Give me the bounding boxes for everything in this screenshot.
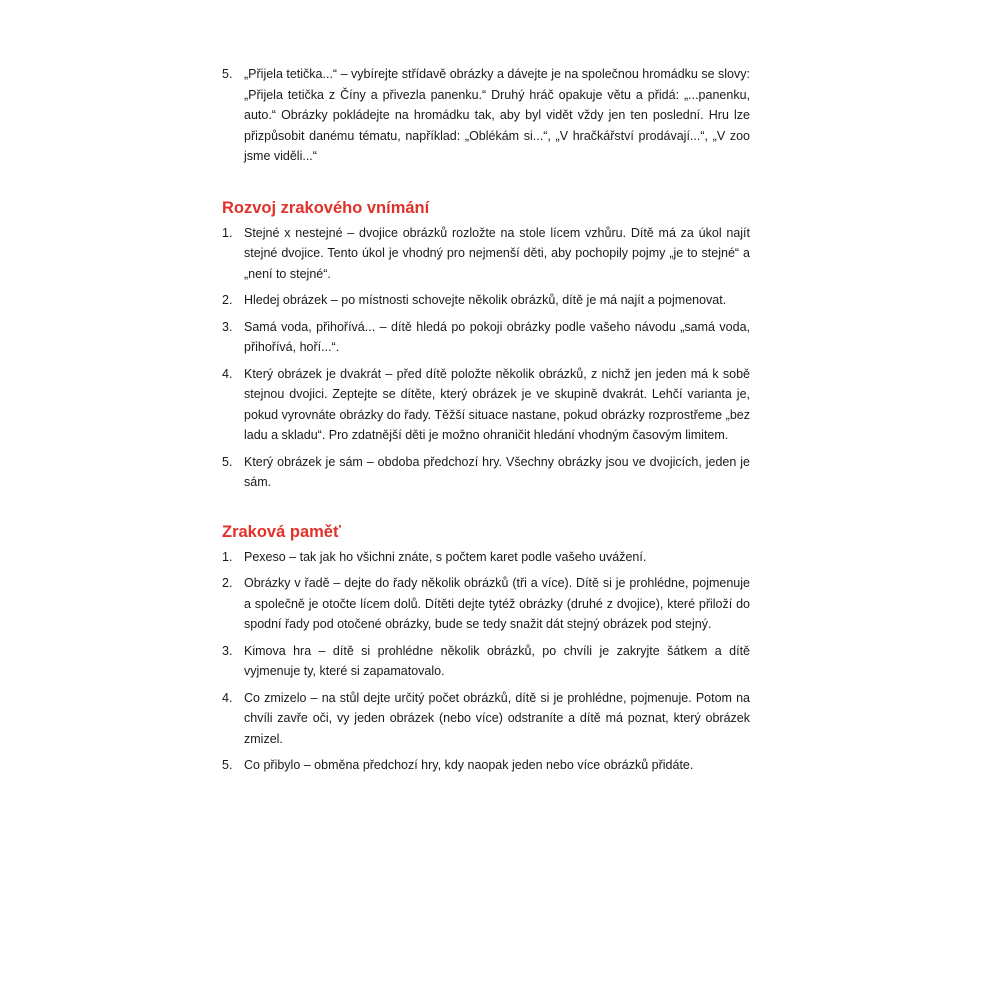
list-item [222, 364, 750, 446]
item-text: Obrázky v řadě – dejte do řady několik obrázků (tři a více). Dítě si je prohlédne, pojmenuje a společně je otočte lícem dolů. Dítěti dejte tytéž obrázky (druhé z dvojice), které přiloží do spodní řady pod otočené obrázky, bude se tedy snažit dát stejný obrázek pod stejný. [244, 576, 750, 631]
item-text: Co přibylo – obměna předchozí hry, kdy naopak jeden nebo více obrázků přidáte. [244, 758, 694, 772]
item-number: 3. [222, 319, 233, 334]
intro-list [222, 64, 750, 167]
item-number: 1. [222, 225, 233, 240]
item-number: 5. [222, 454, 233, 469]
section-heading: Zraková paměť [222, 522, 341, 541]
item-number: 5. [222, 758, 233, 772]
item-text: Kimova hra – dítě si prohlédne několik obrázků, po chvíli je zakryjte šátkem a dítě vyjmenuje ty, které si zapamatovalo. [244, 643, 750, 678]
item-text: Který obrázek je dvakrát – před dítě položte několik obrázků, z nichž jen jeden má k sobě stejnou dvojici. Zeptejte se dítěte, který obrázek je ve skupině dvakrát. Lehčí varianta je, pokud vyrovnáte obrázky do řady. Těžší situace nastane, pokud obrázky rozprostřeme „bez ladu a skladu“. Pro zdatnější děti je možno ohraničit hledání vhodným časovým limitem. [244, 366, 750, 442]
section-heading: Rozvoj zrakového vnímání [222, 198, 430, 217]
visual-perception-list [222, 223, 750, 493]
item-number: 4. [222, 366, 233, 381]
item-number: 4. [222, 690, 233, 705]
list-item [222, 290, 750, 311]
visual-memory-section [222, 521, 750, 776]
item-number: 3. [222, 643, 233, 658]
visual-perception-section [222, 197, 750, 493]
list-item [222, 573, 750, 635]
list-item [222, 641, 750, 682]
list-item [222, 64, 750, 167]
item-number: 1. [222, 549, 233, 564]
document-page [222, 64, 750, 782]
item-text: Hledej obrázek – po místnosti schovejte několik obrázků, dítě je má najít a pojmenovat. [244, 293, 727, 307]
item-text: Pexeso – tak jak ho všichni znáte, s počtem karet podle vašeho uvážení. [244, 549, 647, 564]
item-number: 5. [222, 67, 233, 81]
item-text: Co zmizelo – na stůl dejte určitý počet obrázků, dítě si je prohlédne, pojmenuje. Potom na chvíli zavře oči, vy jeden obrázek (nebo více) odstraníte a dítě má poznat, který obrázek zmizel. [244, 690, 750, 746]
list-item [222, 452, 750, 493]
item-text: Stejné x nestejné – dvojice obrázků rozložte na stole lícem vzhůru. Dítě má za úkol najít stejné dvojice. Tento úkol je vhodný pro nejmenší děti, aby pochopily pojmy „je to stejné“ a „není to stejné“. [244, 225, 750, 281]
list-item [222, 223, 750, 285]
item-number: 2. [222, 576, 233, 590]
item-text: Který obrázek je sám – obdoba předchozí hry. Všechny obrázky jsou ve dvojicích, jeden je sám. [244, 454, 750, 489]
list-item [222, 688, 750, 750]
list-item [222, 547, 750, 568]
item-text: „Přijela tetička...“ – vybírejte střídavě obrázky a dávejte je na společnou hromádku se slovy: „Přijela tetička z Číny a přivezla panenku.“ Druhý hráč opakuje větu a přidá: „...panenku, auto.“ Obrázky pokládejte na hromádku tak, aby byl vidět vždy jen ten poslední. Hru lze přizpůsobit danému tématu, například: „Oblékám si...“, „V hračkářství prodávají...“, „V zoo jsme viděli...“ [244, 67, 750, 163]
intro-section [222, 64, 750, 167]
item-number: 2. [222, 293, 233, 307]
list-item [222, 755, 750, 776]
visual-memory-list [222, 547, 750, 776]
item-text: Samá voda, přihořívá... – dítě hledá po pokoji obrázky podle vašeho návodu „samá voda, přihořívá, hoří...“. [244, 319, 750, 354]
list-item [222, 317, 750, 358]
